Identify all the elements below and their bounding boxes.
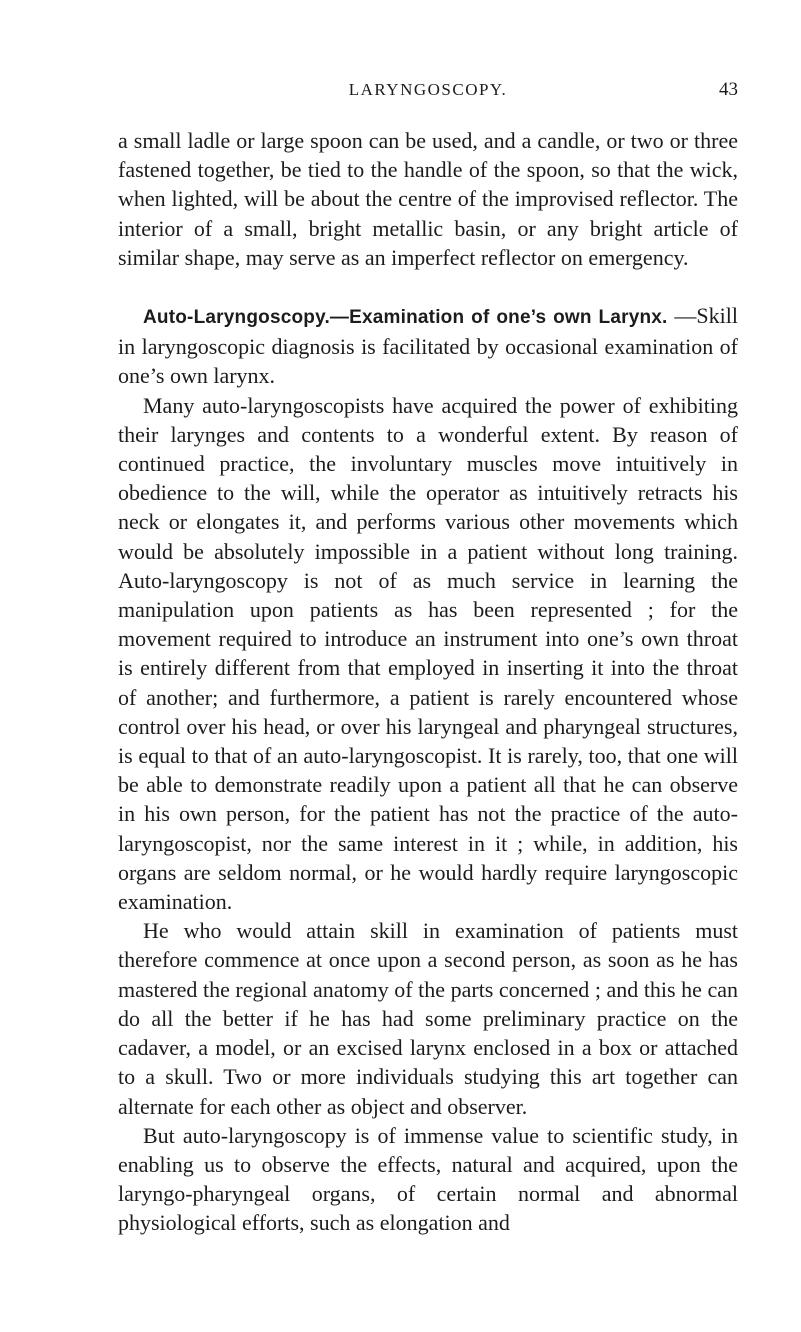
running-head bbox=[118, 78, 738, 102]
paragraph-auto-laryngoscopy bbox=[118, 301, 738, 391]
page-number: 43 bbox=[719, 79, 738, 100]
paragraph-second-person: He who would attain skill in examination of patients must therefore commence at once upon a second person, as soon as he has mastered the regional anatomy of the parts concerned ; and this he can do all the better if he has had some preliminary practice on the cadaver, a model, or an excised larynx enclosed in a box or attached to a skull. Two or more individuals studying this art together can alternate for each other as object and observer. bbox=[118, 918, 738, 1119]
paragraph-text: —Skill in laryngoscopic diagnosis is facilitated by occasional examination of one’s own larynx. bbox=[118, 303, 738, 389]
paragraph-reflector: a small ladle or large spoon can be used, and a candle, or two or three fastened together, be tied to the handle of the spoon, so that the wick, when lighted, will be about the centre of the improvised reflector. The interior of a small, bright metallic basin, or any bright article of similar shape, may serve as an imperfect reflector on emergency. bbox=[118, 128, 738, 270]
body-text bbox=[118, 126, 738, 1238]
paragraph-scientific-value: But auto-laryngoscopy is of immense value to scientific study, in enabling us to observe the effects, natural and acquired, upon the laryngo-pharyngeal organs, of certain normal and abnormal physiological efforts, such as elongation and bbox=[118, 1122, 738, 1236]
paragraph-practice: Many auto-laryngoscopists have acquired the power of exhibiting their larynges and contents to a wonderful extent. By reason of continued practice, the involuntary muscles move intuitively in obedience to the will, while the operator as intuitively retracts his neck or elongates it, and performs various other movements which would be absolutely impossible in a patient without long training. Auto-laryngoscopy is not of as much service in learning the manipulation upon patients as has been represented ; for the movement required to introduce an instrument into one’s own throat is entirely different from that employed in inserting it into the throat of another; and furthermore, a patient is rarely encountered whose control over his head, or over his laryngeal and pharyngeal structures, is equal to that of an auto-laryngoscopist. It is rarely, too, that one will be able to demonstrate readily upon a patient all that he can observe in his own person, for the patient has not the practice of the auto-laryngoscopist, nor the same interest in it ; while, in addition, his organs are seldom normal, or he would hardly require laryngoscopic examination. bbox=[118, 392, 738, 915]
running-head-title: LARYNGOSCOPY. bbox=[348, 80, 508, 99]
section-heading: Auto-Laryngoscopy.—Examination of one’s own Larynx. bbox=[143, 307, 668, 329]
